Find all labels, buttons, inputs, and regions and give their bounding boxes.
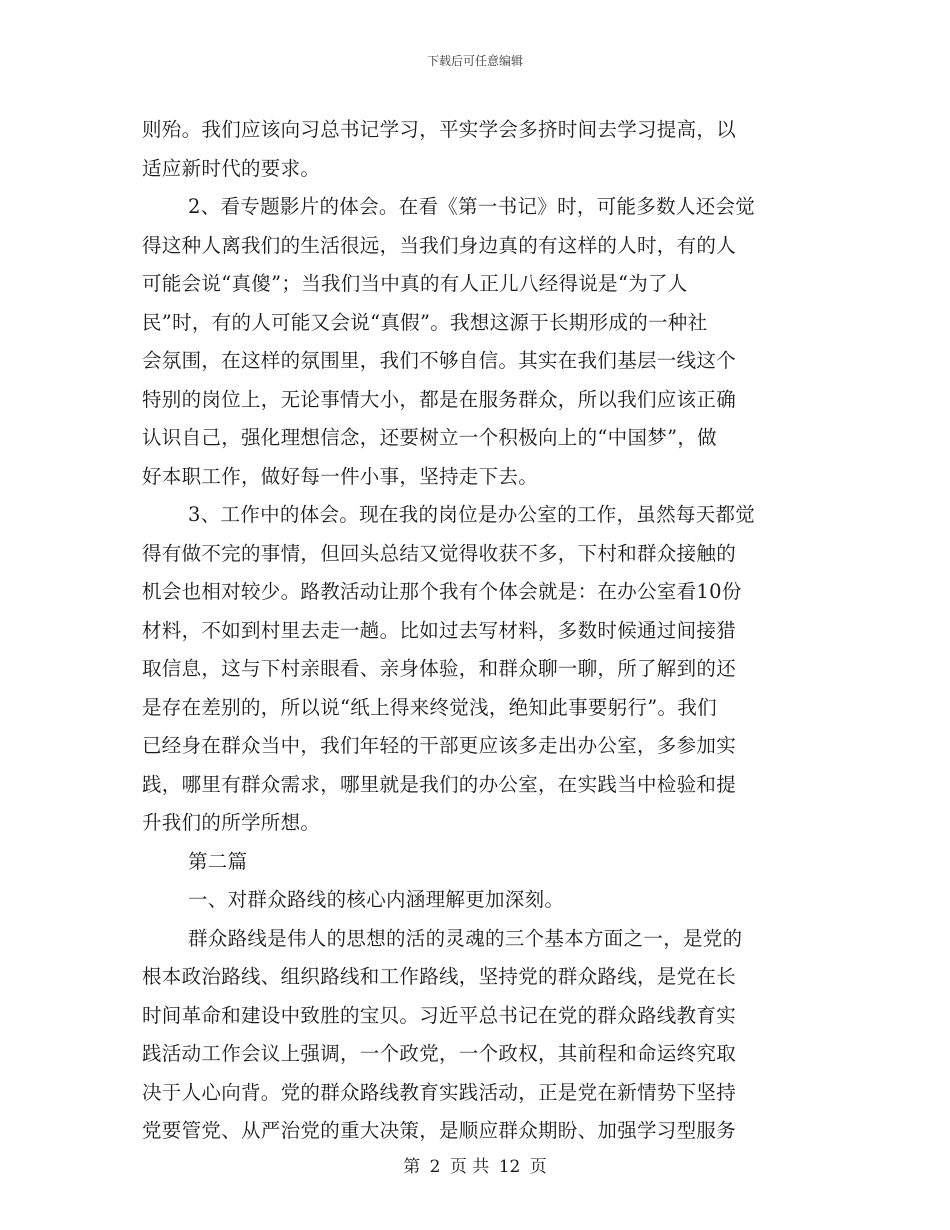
document-body bbox=[142, 111, 807, 1151]
text-line: 好本职工作，做好每一件小事，坚持走下去。 bbox=[142, 464, 539, 488]
text-line: 则殆。我们应该向习总书记学习，平实学会多挤时间去学习提高，以 bbox=[142, 118, 737, 141]
text-line: 认识自己，强化理想信念，还要树立一个积极向上的“中国梦”，做 bbox=[142, 426, 717, 449]
text-line: 已经身在群众当中，我们年轻的干部更应该多走出办公室，多参加实 bbox=[142, 734, 737, 757]
text-line: 践，哪里有群众需求，哪里就是我们的办公室，在实践当中检验和提 bbox=[142, 772, 737, 796]
text-line: 群众路线是伟人的思想的活的灵魂的三个基本方面之一，是党的 bbox=[188, 926, 743, 950]
text-line: 2、看专题影片的体会。在看《第一书记》时，可能多数人还会觉 bbox=[188, 195, 756, 218]
text-line: 升我们的所学所想。 bbox=[142, 811, 321, 834]
text-line: 第二篇 bbox=[188, 849, 248, 873]
text-line: 可能会说“真傻”；当我们当中真的有人正儿八经得说是“为了人 bbox=[142, 272, 688, 295]
footer-total-pages: 12 bbox=[498, 1157, 521, 1177]
page-footer bbox=[0, 1152, 950, 1177]
footer-suffix: 页 bbox=[529, 1157, 547, 1177]
text-line: 决于人心向背。党的群众路线教育实践活动，正是党在新情势下坚持 bbox=[142, 1080, 737, 1104]
text-line: 得这种人离我们的生活很远，当我们身边真的有这样的人时，有的人 bbox=[142, 233, 737, 257]
footer-middle: 页 共 bbox=[449, 1157, 490, 1177]
text-line: 适应新时代的要求。 bbox=[142, 156, 321, 180]
text-line: 根本政治路线、组织路线和工作路线，坚持党的群众路线，是党在长 bbox=[142, 965, 737, 988]
text-line: 民”时，有的人可能又会说“真假”。我想这源于长期形成的一种社 bbox=[142, 310, 708, 334]
text-line: 特别的岗位上，无论事情大小，都是在服务群众，所以我们应该正确 bbox=[142, 387, 737, 411]
footer-current-page: 2 bbox=[429, 1157, 441, 1177]
text-line: 党要管党、从严治党的重大决策，是顺应群众期盼、加强学习型服务 bbox=[142, 1119, 737, 1142]
page-header: 下载后可任意编辑 bbox=[426, 54, 523, 68]
text-line: 是存在差别的，所以说“纸上得来终觉浅，绝知此事要躬行”。我们 bbox=[142, 695, 717, 719]
text-line: 3、工作中的体会。现在我的岗位是办公室的工作，虽然每天都觉 bbox=[188, 503, 756, 526]
text-line: 会氛围，在这样的氛围里，我们不够自信。其实在我们基层一线这个 bbox=[142, 349, 737, 372]
text-line: 取信息，这与下村亲眼看、亲身体验，和群众聊一聊，所了解到的还 bbox=[142, 657, 737, 680]
text-line: 材料，不如到村里去走一趟。比如过去写材料，多数时候通过间接猎 bbox=[142, 618, 737, 642]
text-line: 时间革命和建设中致胜的宝贝。习近平总书记在党的群众路线教育实 bbox=[142, 1003, 737, 1027]
text-line: 机会也相对较少。路教活动让那个我有个体会就是：在办公室看10份 bbox=[142, 580, 742, 603]
text-line: 一、对群众路线的核心内涵理解更加深刻。 bbox=[188, 888, 565, 911]
footer-prefix: 第 bbox=[403, 1157, 421, 1177]
text-line: 践活动工作会议上强调，一个政党，一个政权，其前程和命运终究取 bbox=[142, 1042, 737, 1065]
text-line: 得有做不完的事情，但回头总结又觉得收获不多，下村和群众接触的 bbox=[142, 541, 737, 565]
